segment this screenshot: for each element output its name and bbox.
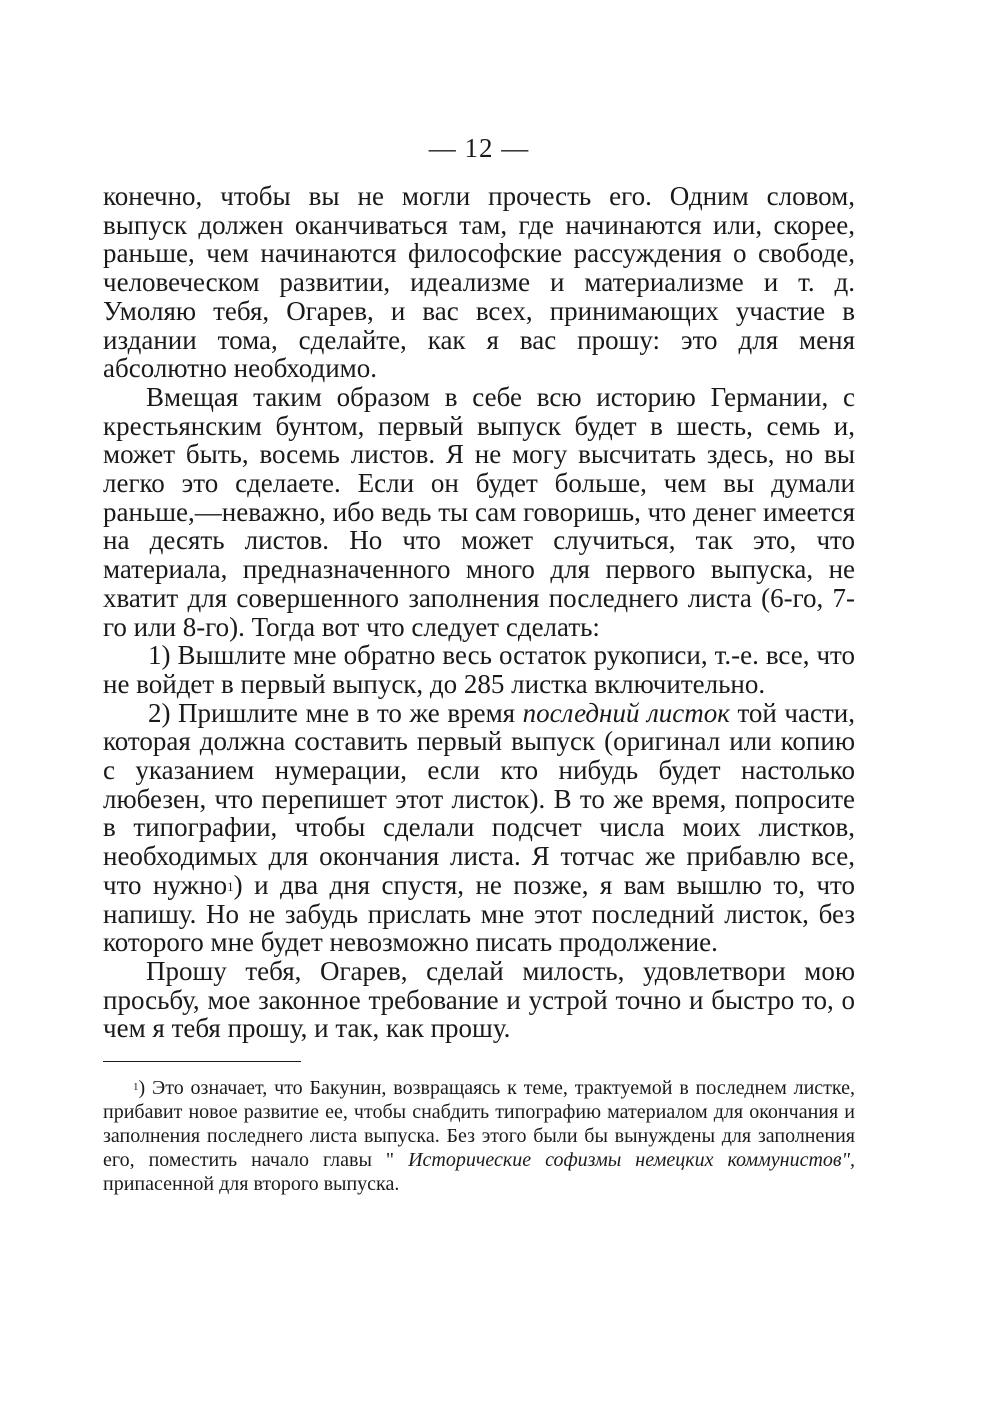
footnote-reference[interactable]: 1 [227, 878, 234, 894]
footnote [103, 1076, 855, 1196]
paragraph-text: 2) Пришлите мне в то же время [148, 697, 523, 728]
footnote-text: припасенной для второго выпуска. [103, 1173, 400, 1196]
list-item: 1) Вышлите мне обратно весь остаток рукописи, т.-е. все, что не войдет в первый выпуск, до 285 листка включительно. [103, 640, 855, 699]
footnote-marker: 1 [133, 1081, 139, 1094]
emphasis-text: последний листок [522, 697, 730, 728]
paragraph: конечно, чтобы вы не могли прочесть его. Одним словом, выпуск должен оканчиваться там, где начинаются или, скорее, раньше, чем начинаются философские рассуждения о свободе, человеческом развитии, идеализме и материализме и т. д. Умоляю тебя, Огарев, и вас всех, принимающих участие в издании тома, сделайте, как я вас прошу: это для меня абсолютно необходимо. [103, 181, 855, 384]
footnote-text: ) Это означает, что Бакунин, возвращаясь к теме, трактуемой в последнем листке, прибавит новое развитие ее, чтобы снабдить типографию материалом для окончания и заполнения последнего листа выпуска. Без этого были бы вынуждены для заполнения его, поместить начало главы " [103, 1077, 855, 1172]
paragraph: Прошу тебя, Огарев, сделай милость, удовлетвори мою просьбу, мое законное требование и устрой точно и быстро то, о чем я тебя прошу, и так, как прошу. [103, 955, 855, 1044]
paragraph-text: той части, которая должна составить первый выпуск (оригинал или копию с указанием нумерации, если кто нибудь будет настолько любезен, что перепишет этот листок). В то же время, попросите в типографии, чтобы сделали подсчет числа моих листков, необходимых для окончания листа. Я тотчас же прибавлю все, что нужно [103, 697, 855, 900]
footnote-divider [103, 1061, 301, 1062]
paragraph: Вмещая таким образом в себе всю историю Германии, с крестьянским бунтом, первый выпуск будет в шесть, семь и, может быть, восемь листов. Я не могу высчитать здесь, но вы легко это сделаете. Если он будет больше, чем вы думали раньше,—неважно, ибо ведь ты сам говоришь, что денег имеется на десять листов. Но что может случиться, так это, что материала, предназначенного много для первого выпуска, не хватит для совершенного заполнения последнего листа (6-го, 7-го или 8-го). Тогда вот что следует сделать: [103, 381, 855, 642]
body-text [103, 182, 855, 1043]
page-number: — 12 — [428, 133, 530, 163]
footnote-emphasis: Исторические софизмы немецких коммунистов", [408, 1149, 856, 1172]
list-item [103, 699, 855, 957]
paragraph-text: ) и два дня спустя, не позже, я вам вышлю то, что напишу. Но не забудь прислать мне этот последний листок, без которого мне будет невозможно писать продолжение. [103, 869, 855, 958]
document-page [103, 128, 855, 1196]
